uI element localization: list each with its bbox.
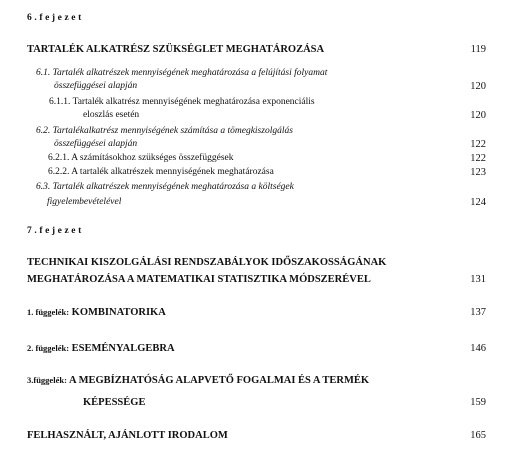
section-6-1-title-cont: összefüggései alapján <box>54 81 138 91</box>
section-6-2-title-cont: összefüggései alapján <box>54 139 138 149</box>
appendix-1-title: KOMBINATORIKA <box>71 307 166 318</box>
section-6-1-page: 120 <box>470 81 486 92</box>
references-page: 165 <box>470 430 486 441</box>
appendix-1-page: 137 <box>470 307 486 318</box>
section-6-1-1-page: 120 <box>470 110 486 121</box>
appendix-3-entry <box>27 375 369 386</box>
appendix-3-prefix: 3.függelék: <box>27 375 67 385</box>
chapter-7-title-cont: MEGHATÁROZÁSA A MATEMATIKAI STATISZTIKA MÓDSZERÉVEL <box>27 274 371 285</box>
chapter-7-page: 131 <box>470 274 486 285</box>
appendix-2-page: 146 <box>470 343 486 354</box>
appendix-3-title: A MEGBÍZHATÓSÁG ALAPVETŐ FOGALMAI ÉS A TERMÉK <box>68 375 370 386</box>
section-6-1-1-title: 6.1.1. Tartalék alkatrész mennyiségének meghatározása exponenciális <box>49 97 315 107</box>
chapter-7-label: 7.fejezet <box>27 226 84 236</box>
section-6-3-title-cont: figyelembevételével <box>47 197 122 207</box>
section-6-2-1-title: 6.2.1. A számításokhoz szükséges összefüggések <box>48 153 234 163</box>
appendix-3-title-cont: KÉPESSÉGE <box>83 397 146 408</box>
section-6-1-1-title-cont: eloszlás esetén <box>83 110 140 120</box>
chapter-6-label: 6.fejezet <box>27 13 84 23</box>
section-6-2-1-page: 122 <box>470 153 486 164</box>
appendix-1-prefix: 1. függelék: <box>27 307 70 317</box>
chapter-6-title: TARTALÉK ALKATRÉSZ SZÜKSÉGLET MEGHATÁROZÁSA <box>27 44 325 55</box>
section-6-1-title: 6.1. Tartalék alkatrészek mennyiségének meghatározása a felújítási folyamat <box>36 68 328 78</box>
section-6-3-page: 124 <box>470 197 486 208</box>
chapter-7-title: TECHNIKAI KISZOLGÁLÁSI RENDSZABÁLYOK IDŐSZAKOSSÁGÁNAK <box>27 257 387 268</box>
appendix-2-prefix: 2. függelék: <box>27 343 70 353</box>
section-6-2-2-title: 6.2.2. A tartalék alkatrészek mennyiségének meghatározása <box>48 167 274 177</box>
section-6-2-2-page: 123 <box>470 167 486 178</box>
appendix-1-entry <box>27 307 166 318</box>
section-6-3-title: 6.3. Tartalék alkatrészek mennyiségének meghatározása a költségek <box>36 182 294 192</box>
references-title: FELHASZNÁLT, AJÁNLOTT IRODALOM <box>27 430 228 441</box>
appendix-2-title: ESEMÉNYALGEBRA <box>71 343 175 354</box>
section-6-2-page: 122 <box>470 139 486 150</box>
appendix-2-entry <box>27 343 175 354</box>
chapter-6-page: 119 <box>470 44 486 55</box>
section-6-2-title: 6.2. Tartalékalkatrész mennyiségének számítása a tömegkiszolgálás <box>36 126 293 136</box>
appendix-3-page: 159 <box>470 397 486 408</box>
